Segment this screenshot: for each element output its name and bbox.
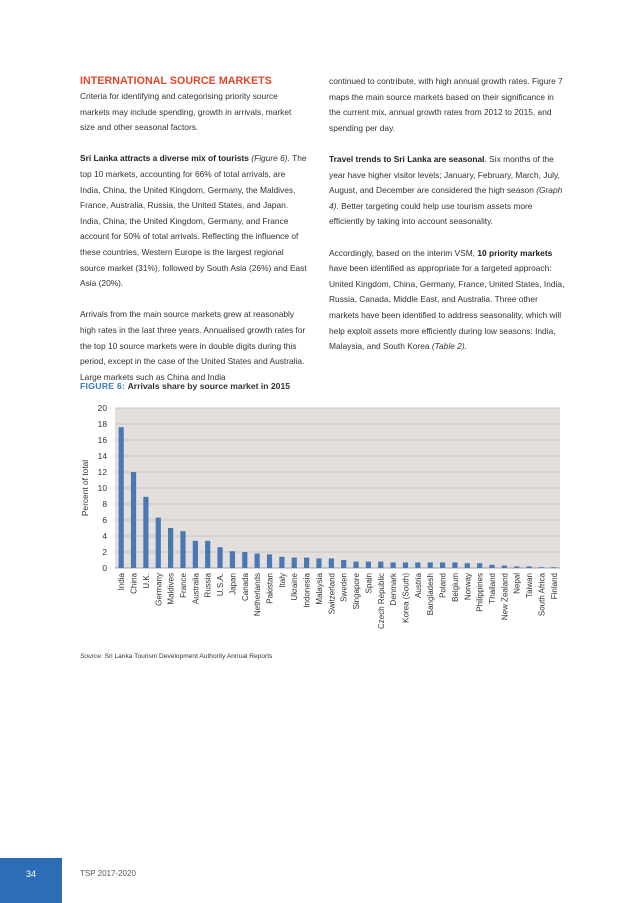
- x-tick-label: Germany: [154, 573, 164, 606]
- bar: [255, 554, 260, 568]
- bar: [205, 541, 210, 568]
- bar: [428, 562, 433, 568]
- x-tick-label: South Africa: [537, 573, 547, 617]
- x-tick-label: Netherlands: [253, 573, 263, 617]
- bar: [316, 558, 321, 568]
- bar: [415, 562, 420, 568]
- x-tick-label: Indonesia: [302, 573, 312, 608]
- paragraph-growth: Arrivals from the main source markets grew at reasonably high rates in the last three years. Annualised growth rates for the top 10 source markets were in double digits during this period, except in the case of the United States and Australia. Large markets such as China and India: [80, 309, 306, 382]
- source-label: Source:: [80, 653, 103, 660]
- page-number: 34: [25, 869, 36, 879]
- y-tick-label: 10: [97, 483, 107, 493]
- x-tick-label: Canada: [240, 573, 250, 602]
- x-tick-label: Singapore: [352, 573, 362, 610]
- paragraph-diverse-mix: Sri Lanka attracts a diverse mix of tourists (Figure 6). The top 10 markets, accounting for 66% of total arrivals, are India, China, the United Kingdom, Germany, the Maldives, France, Australia, Russia, the United States, and Japan. India, China, the United Kingdom, Germany, and France account for 50% of total arrivals. Reflecting the influence of these countries, Western Europe is the largest regional source market (31%), followed by South Asia (26%) and East Asia (20%).: [80, 153, 307, 289]
- x-tick-label: U.K.: [141, 573, 151, 589]
- bar: [489, 565, 494, 568]
- y-tick-label: 16: [97, 435, 107, 445]
- x-tick-label: France: [178, 573, 188, 598]
- y-tick-label: 0: [102, 563, 107, 573]
- x-tick-label: Bangladesh: [426, 573, 436, 616]
- x-tick-label: Philippines: [475, 573, 485, 612]
- y-tick-label: 2: [102, 547, 107, 557]
- x-tick-label: Russia: [203, 573, 213, 598]
- bar: [119, 427, 124, 568]
- left-text-column: [80, 74, 308, 401]
- bar: [180, 531, 185, 568]
- x-tick-label: Maldives: [166, 573, 176, 605]
- y-tick-label: 8: [102, 499, 107, 509]
- bar: [168, 528, 173, 568]
- x-tick-label: Japan: [228, 573, 238, 595]
- bar: [366, 562, 371, 568]
- paragraph-criteria: Criteria for identifying and categorising priority source markets may include spending, growth in arrivals, market size and other seasonal factors.: [80, 91, 292, 133]
- bar: [502, 566, 507, 568]
- bar: [551, 567, 556, 568]
- x-tick-label: India: [117, 573, 127, 591]
- x-tick-label: Switzerland: [327, 573, 337, 615]
- graph-ref: (Graph 4): [329, 185, 563, 211]
- x-tick-label: Pakistan: [265, 573, 275, 604]
- bar: [242, 552, 247, 568]
- bar: [230, 551, 235, 568]
- y-axis-ticks: [98, 403, 108, 573]
- x-tick-label: Denmark: [389, 573, 399, 606]
- bar: [353, 562, 358, 568]
- x-tick-label: Austria: [413, 573, 423, 598]
- right-text-column: [329, 74, 565, 370]
- bold-lead: Travel trends to Sri Lanka are seasonal: [329, 153, 485, 164]
- paragraph-priority-markets: Accordingly, based on the interim VSM, 10 priority markets have been identified as appropriate for a targeted approach: United Kingdom, China, Germany, France, United States, India, Russia, Canada, Middle East, and Australia. Three other markets have been identified to address seasonality, which will help exploit assets more efficiently during low seasons: India, Malaysia, and South Korea (Table 2).: [329, 247, 565, 352]
- y-tick-label: 14: [97, 451, 107, 461]
- bar: [452, 562, 457, 568]
- bar: [403, 562, 408, 568]
- bar: [304, 558, 309, 568]
- bar: [378, 562, 383, 568]
- bar: [539, 567, 544, 568]
- bar: [341, 560, 346, 568]
- x-tick-label: Norway: [463, 573, 473, 601]
- x-tick-label: Finland: [549, 573, 559, 600]
- x-tick-label: Australia: [191, 573, 201, 605]
- paragraph-seasonal: Travel trends to Sri Lanka are seasonal. Six months of the year have higher visitor levels; January, February, March, July, August, and December are considered the high season (Graph 4). Better targeting could help use tourism assets more efficiently by taking into account seasonality.: [329, 153, 563, 227]
- x-tick-label: Czech Republic: [376, 573, 386, 630]
- bar: [217, 547, 222, 568]
- y-tick-label: 18: [97, 419, 107, 429]
- figure-source: [80, 653, 272, 660]
- x-tick-label: Korea (South): [401, 573, 411, 623]
- arrivals-bar-chart: [70, 395, 570, 645]
- x-tick-label: Taiwan: [525, 573, 535, 598]
- x-tick-label: China: [129, 573, 139, 594]
- x-tick-label: Italy: [277, 573, 287, 588]
- x-tick-label: Belgium: [450, 573, 460, 602]
- x-tick-label: Thailand: [488, 573, 498, 604]
- x-tick-label: Nepal: [512, 573, 522, 594]
- bar: [193, 541, 198, 568]
- bar: [527, 566, 532, 568]
- x-axis-labels: [117, 572, 559, 629]
- x-tick-label: Spain: [364, 573, 374, 594]
- bar: [292, 558, 297, 568]
- bar: [477, 563, 482, 568]
- x-tick-label: Sweden: [339, 573, 349, 602]
- figure-title: [80, 381, 290, 391]
- bold-lead: Sri Lanka attracts a diverse mix of tourists: [80, 153, 249, 164]
- source-text: Sri Lanka Tourism Development Authority Annual Reports: [104, 653, 273, 660]
- x-tick-label: Malaysia: [314, 573, 324, 605]
- x-tick-label: Poland: [438, 573, 448, 598]
- x-tick-label: Ukraine: [290, 573, 300, 601]
- paragraph-continued: continued to contribute, with high annual growth rates. Figure 7 maps the main source markets based on their significance in the current mix, annual growth rates from 2012 to 2015, and spending per day.: [329, 76, 563, 133]
- figure-caption: Arrivals share by source market in 2015: [127, 381, 291, 391]
- y-tick-label: 12: [97, 467, 107, 477]
- bar: [329, 558, 334, 568]
- bar: [465, 563, 470, 568]
- page-number-box: [0, 858, 62, 903]
- y-tick-label: 6: [102, 515, 107, 525]
- figure-label: FIGURE 6:: [80, 381, 126, 391]
- bar: [391, 562, 396, 568]
- bold-priority: 10 priority markets: [477, 247, 553, 258]
- footer-title: TSP 2017-2020: [80, 869, 136, 878]
- bar: [440, 562, 445, 568]
- figure-ref: (Figure 6).: [251, 153, 290, 164]
- bar: [156, 518, 161, 568]
- y-tick-label: 20: [97, 403, 107, 413]
- x-tick-label: U.S.A.: [216, 573, 226, 597]
- y-tick-label: 4: [102, 531, 107, 541]
- bar: [279, 557, 284, 568]
- bar: [143, 497, 148, 568]
- bar: [514, 566, 519, 568]
- bar: [267, 554, 272, 568]
- bar: [131, 472, 136, 568]
- section-heading: INTERNATIONAL SOURCE MARKETS: [80, 75, 272, 87]
- table-ref: (Table 2).: [431, 341, 467, 352]
- x-tick-label: New Zealand: [500, 573, 510, 621]
- y-axis-label: Percent of total: [80, 459, 90, 517]
